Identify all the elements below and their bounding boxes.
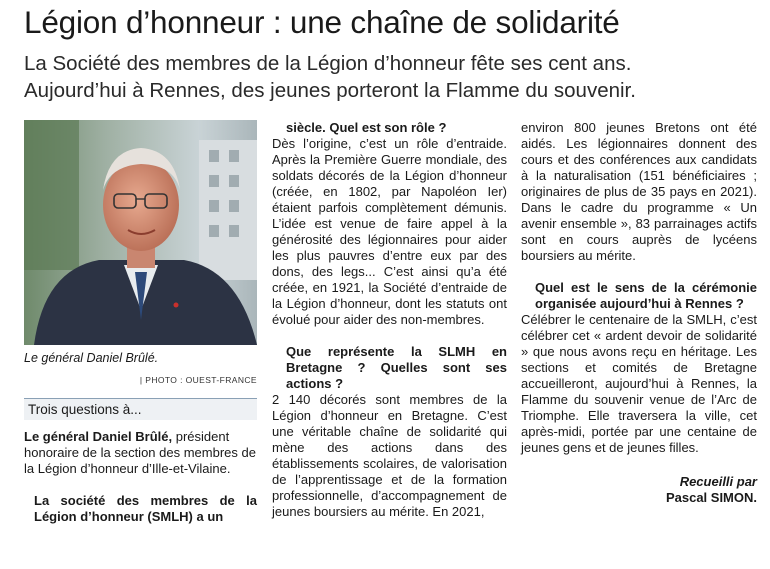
- question-2: Que représente la SLMH en Bretagne ? Quelles sont ses actions ?: [286, 344, 507, 391]
- interviewee-intro: [24, 429, 257, 477]
- headline: Légion d’honneur : une chaîne de solidarité: [24, 4, 620, 40]
- answer-2-start: 2 140 décorés sont membres de la Légion d’honneur en Bretagne. C’est une véritable chaîne de solidarité qui mène des actions dans des établissements scolaires, de valorisation de l’apprentissage et de la formation professionnelle, d’accompagnement de jeunes boursiers au mérite. En 2021,: [272, 392, 507, 519]
- deck-line: La Société des membres de la Légion d’honneur fête ses cent ans.: [24, 52, 632, 75]
- interviewee-description: président honoraire de la section des membres de la Légion d’honneur d’Ille-et-Vilaine.: [24, 429, 256, 476]
- portrait-photo: [24, 120, 257, 345]
- photo-credit: | PHOTO : OUEST-FRANCE: [139, 375, 257, 385]
- column-1: [24, 120, 257, 525]
- signature: [521, 474, 757, 506]
- signature-role: Recueilli par: [679, 474, 757, 489]
- deck: [24, 50, 764, 104]
- section-title: Trois questions à...: [24, 398, 257, 420]
- column-3: [521, 120, 757, 506]
- question-1-start: La société des membres de la Légion d’honneur (SMLH) a un: [34, 493, 257, 524]
- answer-1: Dès l’origine, c’est un rôle d’entraide. Après la Première Guerre mondiale, des soldats décorés de la Légion d’honneur (créée, en 1802, par Napoléon Ier) étaient parfois complètement démunis. L’idée est venue de faire appel à la générosité des légionnaires pour aider les plus pauvres d’entre eux par des dons, des legs... C’est ainsi qu’a été créée, en 1921, la Société d’entraide de la Légion d’honneur, dont les statuts ont évolué pour aider des non-membres.: [272, 136, 507, 327]
- question-3: Quel est le sens de la cérémonie organisée aujourd’hui à Rennes ?: [535, 280, 757, 311]
- interviewee-name: Le général Daniel Brûlé,: [24, 429, 173, 444]
- column-2: [272, 120, 507, 520]
- answer-2-end: environ 800 jeunes Bretons ont été aidés. Les légionnaires donnent des cours et des conférences aux candidats à la naturalisation (151 bénéficiaires ; originaires de plus de 35 pays en 2021). Dans le cadre du programme « Un avenir ensemble », 83 parrainages actifs sont en cours auprès de lycéens boursiers au mérite.: [521, 120, 757, 263]
- photo-caption: Le général Daniel Brûlé.: [24, 351, 159, 365]
- signature-name: Pascal SIMON.: [665, 490, 757, 505]
- question-1-end: siècle. Quel est son rôle ?: [286, 120, 447, 135]
- deck-line: Aujourd’hui à Rennes, des jeunes porteront la Flamme du souvenir.: [24, 79, 636, 102]
- answer-3: Célébrer le centenaire de la SMLH, c’est célébrer cet « ardent devoir de solidarité » que nous avons reçu en héritage. Les sections et comités de Bretagne accueilleront, aujourd’hui à Rennes, la Flamme du souvenir venue de l’Arc de Triomphe. Elle traversera la ville, cet après-midi, portée par une centaine de jeunes gens et de jeunes filles.: [521, 312, 757, 455]
